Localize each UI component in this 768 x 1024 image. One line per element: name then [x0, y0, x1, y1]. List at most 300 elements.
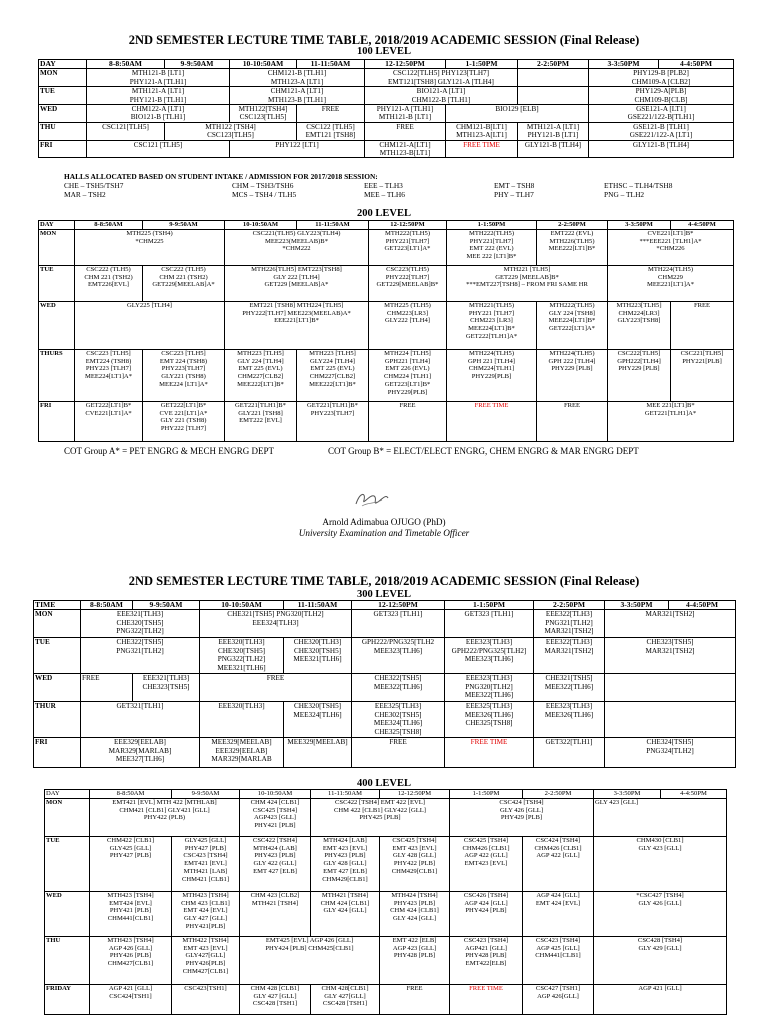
course-entry: CSC222 (TLH5) — [86, 265, 131, 273]
slot-cell — [608, 265, 734, 301]
slot-cell — [365, 105, 446, 123]
table-row — [39, 401, 734, 441]
course-entry: GPH221 [TLH4] — [384, 357, 431, 365]
cot-group-b-note: COT Group B* = ELECT/ELECT ENGRG, CHEM ENGRG & MAR ENGRG DEPT — [328, 446, 639, 456]
course-entry: EEE321[TLH3] — [142, 674, 190, 683]
slot-cell — [225, 265, 369, 301]
slot-cell — [518, 87, 589, 105]
signature-image — [352, 488, 392, 510]
slot-cell — [608, 301, 671, 349]
course-entry: MEE322[TLH6] — [373, 682, 423, 691]
level-200-label: 200 LEVEL — [357, 208, 411, 219]
header-cell: 4-4:50PM — [671, 221, 734, 230]
course-entry: EMT224 (TSH8) — [85, 357, 132, 365]
slot-cell — [90, 984, 172, 1014]
header-row — [39, 221, 734, 230]
day-cell: TUE — [39, 87, 87, 105]
course-entry: CSC221[TLH5] — [680, 349, 724, 357]
slot-cell — [605, 610, 736, 638]
header-cell: 2-2:50PM — [523, 790, 594, 799]
course-entry: PHY422 [PLB] — [393, 860, 436, 868]
course-entry: CHE321[TSH5] — [545, 674, 593, 683]
course-entry: MEE324[TLH6] — [373, 719, 423, 728]
course-entry: CHM 428[CLB1] — [321, 984, 369, 992]
header-cell: DAY — [45, 790, 90, 799]
slot-cell — [284, 702, 352, 738]
slot-cell — [523, 836, 594, 891]
header-cell: 1-1:50PM — [445, 601, 534, 610]
slot-cell — [589, 69, 734, 87]
slot-cell — [230, 87, 365, 105]
course-entry: CHM430 [CLB1] — [636, 836, 684, 844]
course-entry: GLY 424 [GLL] — [392, 915, 437, 923]
course-entry: PHY423 [PLB] — [393, 899, 436, 907]
slot-cell — [90, 891, 172, 936]
slot-cell — [200, 702, 284, 738]
course-entry: CHM429[CLB1] — [391, 867, 438, 875]
course-entry: EMT421 [EVL] — [184, 860, 227, 868]
course-entry: CSC121[TLH5] — [102, 122, 149, 131]
slot-cell — [75, 265, 143, 301]
course-entry: BIO129 [ELB] — [495, 105, 539, 114]
course-entry: *CSC427 [TSH4] — [636, 891, 684, 899]
course-entry: MTH122[TSH4] — [238, 105, 288, 114]
course-entry: AGP 424 [GLL] — [464, 899, 508, 907]
course-entry: CSC425 [TSH4] — [392, 836, 437, 844]
course-entry: CHE325[TSH8] — [465, 719, 513, 728]
slot-cell — [446, 122, 518, 140]
slot-cell — [90, 836, 172, 891]
slot-cell — [608, 229, 734, 265]
course-entry: CHM421 [CLB1] GLY421 [GLL] — [119, 806, 210, 814]
course-entry: MAR329[MARLAB — [211, 755, 272, 764]
course-entry: EMT423 [EVL] — [464, 860, 508, 868]
course-entry: EMT425 [EVL] AGP 426 [GLL] — [265, 936, 354, 944]
course-entry: GLY 221 (TSH8) — [160, 417, 207, 425]
course-entry: FREE — [399, 401, 416, 409]
slot-cell — [81, 638, 200, 674]
header-cell: 2-2:50PM — [518, 60, 589, 69]
free-time-cell — [447, 401, 537, 441]
day-cell: TUE — [34, 638, 81, 674]
slot-cell — [605, 638, 736, 674]
slot-cell — [450, 936, 523, 984]
course-entry: EMT222 [EVL] — [239, 417, 282, 425]
course-entry: CHE325[TSH8] — [374, 727, 422, 736]
header-cell: 1-1:50PM — [446, 60, 518, 69]
slot-cell — [90, 936, 172, 984]
course-entry: GPH 221 [TLH4] — [468, 357, 515, 365]
course-entry: GSE121-B [TLH1] — [633, 122, 689, 131]
course-entry: CHM109-A [CLB2] — [631, 77, 691, 86]
course-entry: CSC425 [TSH4] — [463, 836, 509, 844]
slot-cell — [447, 349, 537, 401]
slot-cell — [75, 301, 225, 349]
course-entry: GET229[MEELAB]A* — [152, 281, 215, 289]
course-entry: EMT421 [EVL] MTH 422 [MTHLAB] — [112, 798, 217, 806]
course-entry: CSC427 [TSH1] — [535, 984, 581, 992]
course-entry: BIO121-A [LT1] — [416, 87, 466, 96]
slot-cell — [81, 702, 200, 738]
header-cell: 1-1:50PM — [450, 790, 523, 799]
slot-cell — [594, 798, 727, 836]
day-cell: WED — [45, 891, 90, 936]
day-cell: THU — [39, 122, 87, 140]
course-entry: GLY225 [TLH4] — [127, 301, 172, 309]
slot-cell — [589, 105, 734, 123]
course-entry: GET229 [MEELAB]A* — [264, 281, 329, 289]
slot-cell — [225, 301, 369, 349]
course-entry: MEE323[TLH6] — [464, 655, 514, 664]
course-entry: MEE322[TLH6] — [464, 691, 514, 700]
course-entry: MTH224(TLH5) — [647, 265, 694, 273]
table-row — [34, 638, 736, 674]
page2-title: 2ND SEMESTER LECTURE TIME TABLE, 2018/2019 ACADEMIC SESSION (Final Release) — [128, 574, 640, 588]
course-entry: EEE320[TLH3] — [218, 638, 265, 647]
course-entry: CSC424 [TSH4] — [535, 836, 581, 844]
table-row — [39, 87, 734, 105]
halls-heading: HALLS ALLOCATED BASED ON STUDENT INTAKE / ADMISSION FOR 2017/2018 SESSION: — [64, 172, 378, 181]
course-entry: CHM 424 [CLB1] — [320, 899, 370, 907]
course-entry: AGP421 [GLL] — [465, 944, 507, 952]
slot-cell — [450, 891, 523, 936]
day-cell: FRIDAY — [45, 984, 90, 1014]
day-cell: WED — [39, 105, 87, 123]
course-entry: MTH123-B [TLH1] — [267, 95, 327, 104]
course-entry: MEE327[TLH6] — [115, 755, 165, 764]
course-entry: CHM224 [TLH1] — [383, 373, 432, 381]
slot-cell — [445, 610, 534, 638]
course-entry: MTH421 [LAB] — [183, 867, 228, 875]
slot-cell — [380, 836, 450, 891]
header-cell: 4-4:50PM — [661, 790, 727, 799]
course-entry: FREE — [693, 301, 711, 309]
slot-cell — [365, 69, 518, 87]
header-row — [34, 601, 736, 610]
course-entry: GLY 224 [TLH4] — [237, 357, 284, 365]
course-entry: GLY 422 (GLL] — [253, 860, 297, 868]
course-entry: GLY221 (TSH8) — [161, 373, 206, 381]
course-entry: AGP 422 [GLL] — [536, 852, 580, 860]
slot-cell — [447, 301, 537, 349]
table-row — [39, 105, 734, 123]
slot-cell — [230, 69, 365, 87]
course-entry: CSC123[TLH5] — [207, 131, 254, 140]
course-entry: CHE321[TSH5] PNG320[TLH2] — [227, 610, 324, 619]
slot-cell — [200, 638, 284, 674]
course-entry: PHY426 [PLB] — [109, 952, 152, 960]
course-entry: EMT222 (EVL) — [550, 229, 594, 237]
slot-cell — [284, 738, 352, 768]
hall-entry: PHY – TLH7 — [494, 190, 534, 199]
slot-cell — [537, 229, 608, 265]
course-entry: AGP 425 [GLL] — [536, 944, 580, 952]
course-entry: CHM121-A [LT1] — [270, 87, 324, 96]
header-cell: 3-3:50PM — [608, 221, 671, 230]
course-entry: MTH224(TLH5) — [468, 349, 515, 357]
slot-cell — [240, 936, 380, 984]
course-entry: EMT 226 (EVL) — [385, 365, 430, 373]
course-entry: EMT 423 [EVL] — [322, 844, 368, 852]
table-row — [34, 702, 736, 738]
slot-cell — [240, 984, 311, 1014]
day-cell: MON — [45, 798, 90, 836]
slot-cell — [200, 738, 284, 768]
course-entry: CHM 422 [CLB1] GLY422 [GLL] — [333, 806, 426, 814]
header-cell: 11-11:50AM — [284, 601, 352, 610]
course-entry: MTH123-A [LT1] — [270, 77, 324, 86]
course-entry: EEE329[EELAB] — [215, 746, 268, 755]
course-entry: GLY 428 [GLL] — [392, 852, 437, 860]
slot-cell — [297, 401, 369, 441]
header-cell: 9-9:50AM — [133, 601, 200, 610]
course-entry: PHY424 [PLB] — [465, 907, 507, 915]
course-entry: MEE329[MEELAB] — [287, 738, 348, 747]
day-cell: TUE — [45, 836, 90, 891]
day-cell: THU — [45, 936, 90, 984]
course-entry: PHY121-B [TLH1] — [129, 95, 187, 104]
course-entry: PHY222[TLH7] MEE223(MEELAB)A* — [242, 309, 351, 317]
course-entry: GLY222 [TLH4] — [385, 317, 430, 325]
slot-cell — [594, 836, 727, 891]
course-entry: CHM229 — [658, 273, 683, 281]
table-row — [34, 738, 736, 768]
course-entry: CSC123[TLH5] — [239, 113, 287, 122]
course-entry: PHY426[PLB] — [185, 960, 226, 968]
course-entry: MTH221 [TLH5] — [503, 265, 551, 273]
course-entry: MTH223[TLH5] — [616, 301, 662, 309]
header-row — [39, 60, 734, 69]
course-entry: CHM 424 [CLB1] — [250, 798, 300, 806]
course-entry: MTH123-B[LT1] — [379, 149, 431, 158]
timetable-300-level — [33, 600, 736, 768]
slot-cell — [352, 738, 445, 768]
slot-cell — [365, 87, 518, 105]
course-entry: PHY223[TLH7] — [161, 365, 206, 373]
header-cell: 3-3:50PM — [589, 60, 659, 69]
course-entry: CSC423 [TSH4] — [535, 936, 581, 944]
slot-cell — [523, 936, 594, 984]
day-cell: MON — [39, 229, 75, 265]
course-entry: GLY 424 [GLL] — [323, 907, 367, 915]
slot-cell — [671, 301, 734, 349]
day-cell: WED — [34, 674, 81, 702]
slot-cell — [200, 610, 352, 638]
header-cell: 8-8:50AM — [87, 60, 165, 69]
course-entry: AGP 426 [GLL] — [108, 944, 153, 952]
header-cell: DAY — [39, 60, 87, 69]
header-cell: DAY — [39, 221, 75, 230]
course-entry: GET321[TLH1] — [116, 702, 164, 711]
course-entry: FREE TIME — [470, 738, 508, 747]
course-entry: AGP 421 [GLL] — [638, 984, 682, 992]
course-entry: CSC428 [TSH4] — [637, 936, 683, 944]
day-cell: TUE — [39, 265, 75, 301]
slot-cell — [537, 349, 608, 401]
course-entry: PHY223[TLH7] — [310, 409, 355, 417]
slot-cell — [352, 610, 445, 638]
course-entry: CHE323[TSH5] — [142, 682, 190, 691]
course-entry: GET223[LT1]A* — [384, 245, 431, 253]
slot-cell — [81, 738, 200, 768]
course-entry: PHY129-B [PLB2] — [633, 69, 689, 78]
course-entry: GLY 426 [GLL] — [638, 899, 682, 907]
course-entry: CSC222[TLH5] — [617, 349, 661, 357]
course-entry: PHY121-B [LT1] — [527, 131, 579, 140]
course-entry: GLY425 [GLL] — [184, 836, 227, 844]
slot-cell — [380, 984, 450, 1014]
course-entry: MEE222[LT1]B* — [548, 245, 596, 253]
slot-cell — [87, 69, 230, 87]
header-cell: 10-10:50AM — [230, 60, 297, 69]
course-entry: PNG322[TLH2] — [217, 655, 266, 664]
slot-cell — [81, 674, 133, 702]
course-entry: GET222[LT1]B* — [160, 401, 207, 409]
slot-cell — [311, 798, 450, 836]
course-entry: CHM121-A[LT1] — [379, 140, 431, 149]
course-entry: GET323 [TLH1] — [373, 610, 423, 619]
slot-cell — [240, 891, 311, 936]
course-entry: CHM109-B[CLB] — [634, 95, 688, 104]
course-entry: CSC424[TSH1] — [109, 992, 152, 1000]
page1-title: 2ND SEMESTER LECTURE TIME TABLE, 2018/2019 ACADEMIC SESSION (Final Release) — [128, 33, 640, 47]
day-cell: MON — [39, 69, 87, 87]
course-entry: MAR321[TSH2] — [645, 646, 695, 655]
slot-cell — [87, 140, 230, 158]
header-cell: 10-10:50AM — [200, 601, 284, 610]
slot-cell — [284, 638, 352, 674]
slot-cell — [518, 69, 589, 87]
header-cell: 3-3:50PM — [605, 601, 669, 610]
course-entry: GET229 [MEELAB]B* — [495, 273, 559, 281]
slot-cell — [311, 836, 380, 891]
course-entry: PHY429 [PLB] — [500, 814, 543, 822]
course-entry: EMT 427 [ELB] — [323, 867, 367, 875]
course-entry: GLY 427 [GLL] — [253, 992, 297, 1000]
course-entry: PHY221[TLH7] — [385, 237, 430, 245]
course-entry: MEE326[TLH6] — [544, 710, 594, 719]
course-entry: FREE — [563, 401, 581, 409]
course-entry: *CHM225 — [135, 237, 164, 245]
header-cell: 10-10:50AM — [240, 790, 311, 799]
course-entry: MEE321[TLH6] — [293, 655, 342, 664]
course-entry: CSC428 [TSH1] — [322, 1000, 368, 1008]
course-entry: CHM224[LR3] — [618, 309, 660, 317]
course-entry: MTH222(TLH5) — [549, 301, 595, 309]
header-cell: 4-4:50PM — [669, 601, 736, 610]
course-entry: MTH223 [TLH5] — [309, 349, 356, 357]
header-cell: 12-12:50PM — [380, 790, 450, 799]
course-entry: ***EEE221 [TLH1]A* — [639, 237, 702, 245]
header-cell: 12-12:50PM — [352, 601, 445, 610]
course-entry: CHM122-A [LT1] — [131, 105, 185, 114]
course-entry: MTH224(TLH5) — [549, 349, 595, 357]
slot-cell — [200, 674, 352, 702]
slot-cell — [143, 401, 225, 441]
course-entry: PHY421[PLB] — [185, 922, 226, 930]
signatory-role: University Examination and Timetable Officer — [298, 528, 470, 538]
course-entry: MTH121-A [LT1] — [131, 87, 185, 96]
course-entry: CHM441[CLB1] — [107, 915, 154, 923]
course-entry: CHM427[CLB1] — [182, 967, 229, 975]
slot-cell — [594, 891, 727, 936]
course-entry: GET223[LT1]B* — [384, 380, 431, 388]
course-entry: GPH222/PNG325[TLH2] — [451, 646, 527, 655]
course-entry: CHM223 [LR3] — [470, 317, 513, 325]
slot-cell — [523, 891, 594, 936]
course-entry: CSC422 [TSH4] — [252, 836, 298, 844]
slot-cell — [605, 738, 736, 768]
course-entry: EEE325[TLH3] — [465, 702, 513, 711]
course-entry: MTH122 [TSH4] — [205, 122, 256, 131]
course-entry: EMT221 [TSH8] MTH224 [TLH5] — [249, 301, 344, 309]
course-entry: GLY223[TSH8] — [617, 317, 661, 325]
slot-cell — [534, 610, 605, 638]
slot-cell — [518, 122, 589, 140]
header-cell: 8-8:50AM — [81, 601, 133, 610]
course-entry: GLY121-B [TLH4] — [632, 140, 690, 149]
course-entry: CHM 424 [CLB1] — [390, 907, 439, 915]
day-cell: WED — [39, 301, 75, 349]
hall-entry: ETHSC – TLH4/TSH8 — [604, 181, 673, 190]
course-entry: CHM121-B [TLH1] — [267, 69, 327, 78]
slot-cell — [369, 265, 447, 301]
course-entry: MTH225 (TLH5) — [384, 301, 431, 309]
slot-cell — [352, 674, 445, 702]
course-entry: MTH222(TLH5) — [468, 229, 515, 237]
course-entry: MTH226(TLH5) — [549, 237, 595, 245]
slot-cell — [365, 140, 446, 158]
course-entry: EMT 225 (EVL) — [310, 365, 355, 373]
course-entry: CSC223 [TLH5] — [161, 349, 206, 357]
course-entry: CSC424 [TSH4] — [499, 798, 544, 806]
course-entry: MEE326[TLH6] — [464, 710, 514, 719]
course-entry: MEE329[MEELAB] — [211, 738, 272, 747]
course-entry: GPH 222 [TLH4] — [548, 357, 596, 365]
course-entry: GET322[TLH1] — [545, 738, 593, 747]
course-entry: PHY222 [TLH7] — [160, 425, 207, 433]
table-row — [34, 674, 736, 702]
course-entry: GLY 428 [GLL] — [323, 860, 367, 868]
course-entry: FREE — [266, 674, 285, 683]
course-entry: PNG321[TLH2] — [116, 646, 164, 655]
course-entry: EMT226[EVL] — [87, 281, 130, 289]
course-entry: AGP 424 [GLL] — [536, 891, 580, 899]
course-entry: MEE224 [LT1]A* — [159, 380, 208, 388]
course-entry: CHE322[TSH5] — [374, 674, 422, 683]
course-entry: EMT 424 [EVL] — [183, 907, 228, 915]
slot-cell — [534, 638, 605, 674]
course-entry: MAR321[TSH2] — [645, 610, 695, 619]
course-entry: CSC223(TLH5) — [386, 265, 429, 273]
course-entry: GSE121-A [LT1] — [636, 105, 686, 114]
slot-cell — [365, 122, 446, 140]
course-entry: CHE323[TSH5] — [646, 638, 694, 647]
level-100-label: 100 LEVEL — [357, 46, 411, 57]
course-entry: AGP 423 [GLL] — [392, 944, 437, 952]
course-entry: CHM 221 (TSH2) — [159, 273, 208, 281]
course-entry: CHM223[LR3] — [386, 309, 429, 317]
table-row — [34, 610, 736, 638]
course-entry: EEE323[TLH3] — [465, 638, 513, 647]
slot-cell — [172, 836, 240, 891]
slot-cell — [240, 836, 311, 891]
header-cell: 8-8:50AM — [75, 221, 143, 230]
course-entry: EMT 422 [ELB] — [392, 936, 437, 944]
timetable-200-level — [38, 220, 734, 442]
header-cell: 9-9:50AM — [172, 790, 240, 799]
free-time-cell — [450, 984, 523, 1014]
